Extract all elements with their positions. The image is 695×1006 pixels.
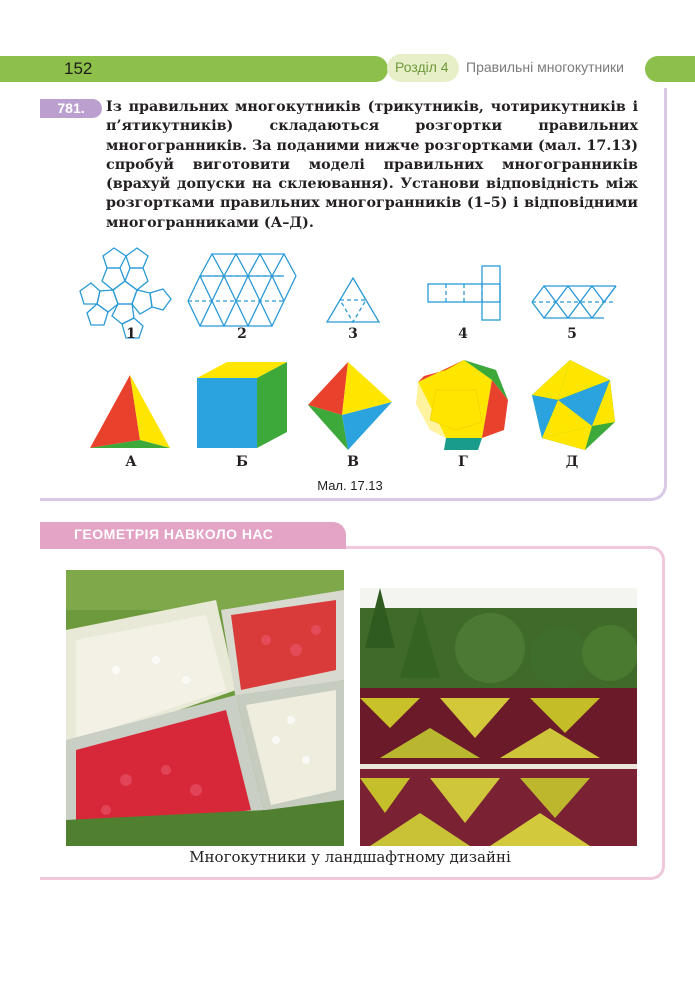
net-label-2: 2: [237, 326, 247, 342]
solid-label-b: Б: [236, 454, 248, 470]
photo-caption: Многокутники у ландшафтному дизайні: [189, 848, 511, 866]
cube-icon: [197, 362, 287, 448]
tetrahedron-icon: [90, 375, 170, 448]
chapter-label: Розділ 4: [395, 59, 449, 75]
net-octahedron-icon: [532, 286, 616, 318]
net-label-5: 5: [567, 326, 577, 342]
section-title: ГЕОМЕТРІЯ НАВКОЛО НАС: [74, 526, 274, 542]
icosahedron-icon: [532, 360, 615, 450]
solid-label-g: Г: [458, 454, 468, 470]
chapter-title: Правильні многокутники: [466, 59, 625, 75]
net-dodecahedron-icon: [80, 248, 171, 338]
solid-label-a: А: [125, 454, 137, 470]
octahedron-icon: [308, 362, 392, 450]
header-bar-right: [645, 56, 695, 82]
task-number: 781.: [40, 99, 102, 118]
solid-label-d: Д: [565, 454, 579, 470]
task-text: Із правильних многокутників (трикутників, чотирикутників і п’ятикутників) складаються розгортки правильних многогранників. За поданими нижче розгортками (мал. 17.13) спробуй виготовити моделі правильних многогранників (врахуй допуски на склеювання). Установи відповідність між розгортками правильних многогранників (1–5) і відповідними многогранниками (А–Д).: [106, 99, 638, 231]
flowerbed-photo: [66, 570, 344, 846]
solid-label-v: В: [347, 454, 359, 470]
net-label-4: 4: [458, 326, 468, 342]
dodecahedron-icon: [416, 360, 508, 450]
net-label-1: 1: [126, 326, 136, 342]
net-label-3: 3: [348, 326, 358, 342]
header-bar-left: [0, 56, 388, 82]
net-tetrahedron-icon: [327, 278, 379, 322]
net-icosahedron-icon: [188, 254, 296, 326]
net-cube-icon: [428, 266, 500, 320]
page-number: 152: [64, 59, 93, 78]
garden-photo: [360, 588, 637, 846]
figure-caption: Мал. 17.13: [317, 478, 383, 493]
solids-figure: [80, 360, 620, 455]
